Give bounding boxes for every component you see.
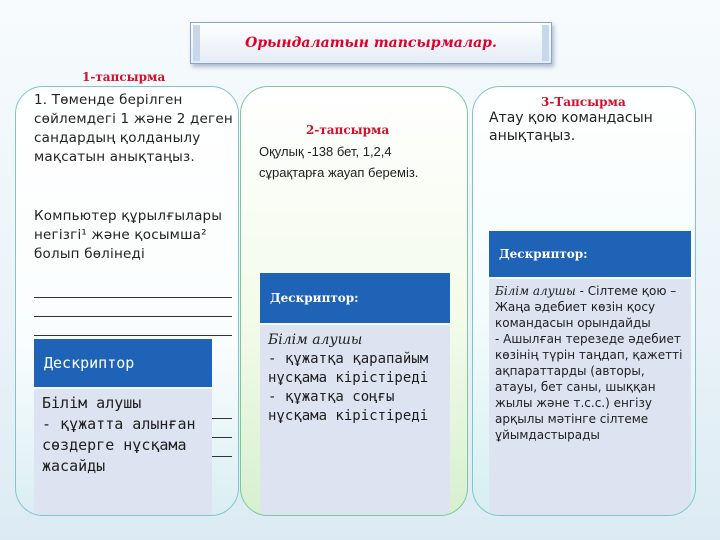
task2-descriptor-body-text: - құжатқа қарапайым нұсқама кірістіреді - құжатқа соңғы нұсқама кірістіреді <box>268 351 429 424</box>
title-banner <box>190 22 552 64</box>
task3-descriptor-body-first: - Сілтеме қою – Жаңа әдебиет көзін қосу командасын орындайды <box>495 284 677 330</box>
task2-descriptor-body <box>260 325 450 516</box>
task2-heading: 2-тапсырма <box>306 123 390 137</box>
task2-descriptor-title: Дескриптор: <box>260 273 450 323</box>
task2-text: Оқулық -138 бет, 1,2,4 сұрақтарға жауап береміз. <box>259 144 419 180</box>
task3-descriptor-first-line <box>495 283 685 331</box>
answer-line <box>34 335 232 336</box>
task1-descriptor-title: Дескриптор <box>34 339 212 387</box>
banner-title: Орындалатын тапсырмалар. <box>245 35 497 51</box>
task3-descriptor-body <box>489 279 691 516</box>
task3-descriptor-body-title: Білім алушы <box>495 284 576 298</box>
answer-line <box>34 316 232 317</box>
answer-line <box>34 297 232 298</box>
task1-text-b: Компьютер құрылғылары негізгі¹ және қосымша² болып бөлінеді <box>34 208 223 262</box>
task3-heading: 3-Тапсырма <box>541 95 626 109</box>
task1-heading: 1-тапсырма <box>82 70 166 84</box>
task2-descriptor-body-title: Білім алушы <box>268 332 363 348</box>
task1-panel <box>15 86 239 516</box>
task2-panel <box>240 86 468 516</box>
task1-descriptor-body: Білім алушы - құжатта алынған сөздерге нұсқама жасайды <box>34 389 212 516</box>
task3-panel <box>472 86 696 516</box>
task1-text-a: 1. Төменде берілген сөйлемдегі 1 және 2 деген сандардың қолданылу мақсатын анықтаңыз. <box>34 92 233 165</box>
task3-descriptor-title: Дескриптор: <box>489 231 691 277</box>
task3-text: Атау қою командасын анықтаңыз. <box>489 110 653 144</box>
banner-right-tab <box>542 25 549 61</box>
banner-left-tab <box>193 25 200 61</box>
task3-descriptor-body-text: - Ашылған терезеде әдебиет көзінің түрін таңдап, қажетті ақпараттарды (авторы, атауы, бет саны, шыққан жылы және т.с.с.) енгізу арқылы мәтінге сілтеме ұйымдастырады <box>495 332 683 442</box>
